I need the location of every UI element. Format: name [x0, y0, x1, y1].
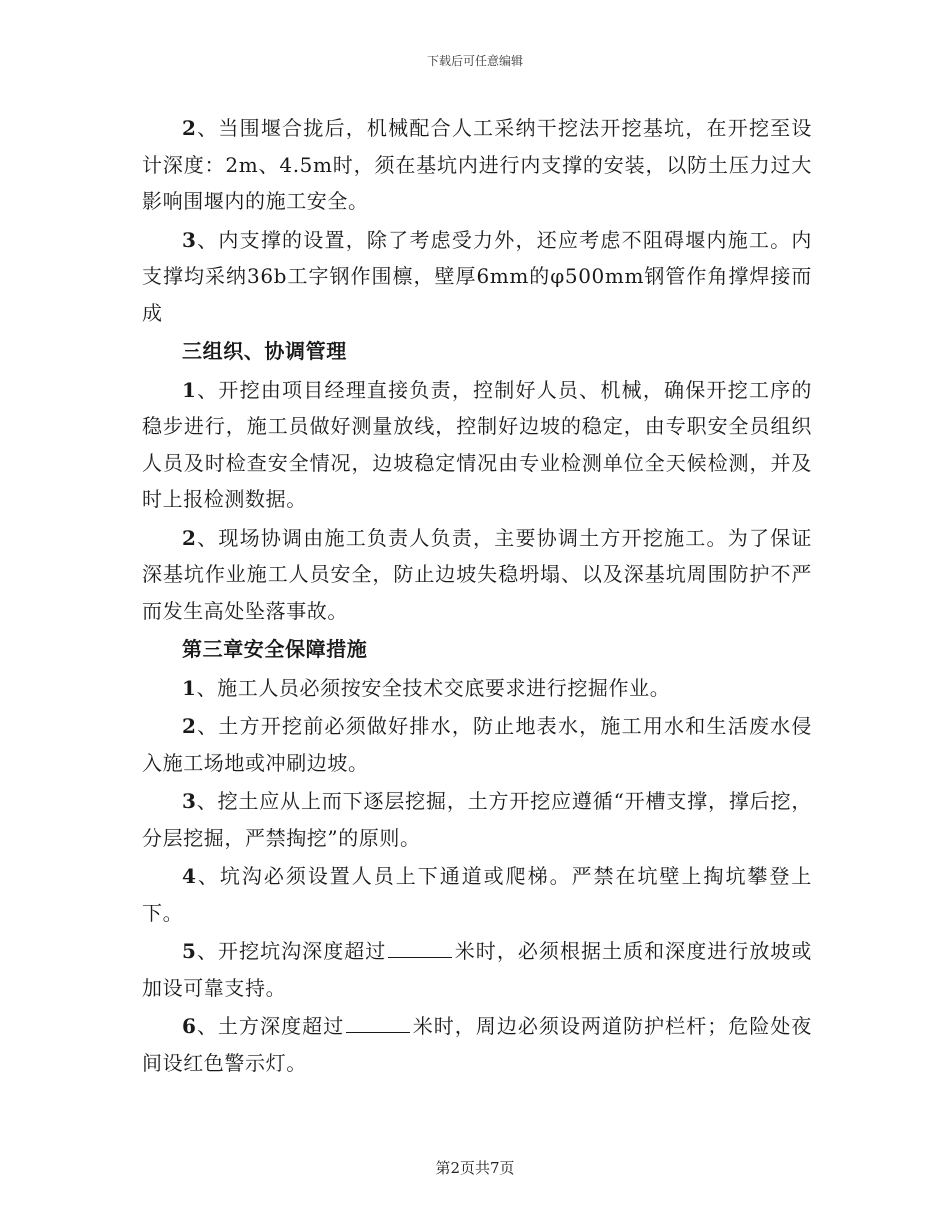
page-header: 下载后可任意编辑 — [426, 54, 523, 68]
fill-in-blank — [388, 939, 452, 958]
paragraph — [142, 222, 812, 332]
item-number: 2 — [182, 525, 197, 550]
paragraph-text: 、挖土应从上而下逐层挖掘，土方开挖应遵循“开槽支撑，撑后挖，分层挖掘，严禁掏挖”的原则。 — [142, 789, 812, 850]
paragraph — [142, 372, 812, 518]
paragraph — [142, 110, 812, 220]
paragraph — [142, 520, 812, 630]
chapter-heading: 第三章安全保障措施 — [182, 637, 368, 661]
paragraph-text-after: 米时，必须根据土质和深度进行放坡或加设可靠支持。 — [142, 939, 812, 1000]
paragraph — [142, 670, 812, 707]
paragraph-text: 、内支撑的设置，除了考虑受力外，还应考虑不阻碍堰内施工。内支撑均采纳36b工字钢作围檩，壁厚6mm的φ500mm钢管作角撑焊接而成 — [142, 227, 812, 325]
item-number: 2 — [182, 116, 197, 140]
item-number: 4 — [182, 864, 197, 888]
paragraph-text: 、现场协调由施工负责人负责，主要协调土方开挖施工。为了保证深基坑作业施工人员安全，防止边坡失稳坍塌、以及深基坑周围防护不严而发生高处坠落事故。 — [142, 525, 812, 623]
item-number: 3 — [182, 227, 197, 252]
item-number: 2 — [182, 714, 197, 738]
paragraph-text-before: 、开挖坑沟深度超过 — [196, 939, 387, 963]
item-number: 6 — [182, 1014, 197, 1038]
paragraph-text: 、当围堰合拢后，机械配合人工采纳干挖法开挖基坑，在开挖至设计深度：2m、4.5m时，须在基坑内进行内支撑的安装，以防土压力过大影响围堰内的施工安全。 — [142, 116, 812, 213]
item-number: 1 — [182, 377, 197, 402]
paragraph — [142, 858, 812, 931]
paragraph-text: 、开挖由项目经理直接负责，控制好人员、机械，确保开挖工序的稳步进行，施工员做好测量放线，控制好边坡的稳定，由专职安全员组织人员及时检查安全情况，边坡稳定情况由专业检测单位全天候检测，并及时上报检测数据。 — [142, 377, 812, 511]
item-number: 1 — [182, 675, 197, 700]
paragraph — [142, 1008, 812, 1081]
paragraph-text: 、坑沟必须设置人员上下通道或爬梯。严禁在坑壁上掏坑攀登上下。 — [142, 864, 812, 925]
fill-in-blank — [346, 1014, 410, 1033]
item-number: 5 — [182, 939, 197, 963]
paragraph — [142, 933, 812, 1006]
paragraph — [142, 783, 812, 856]
section-heading: 三组织、协调管理 — [182, 339, 347, 363]
paragraph — [142, 708, 812, 781]
paragraph-text: 、施工人员必须按安全技术交底要求进行挖掘作业。 — [196, 675, 671, 700]
page-footer: 第2页共7页 — [435, 1159, 515, 1177]
paragraph-text: 、土方开挖前必须做好排水，防止地表水，施工用水和生活废水侵入施工场地或冲刷边坡。 — [142, 714, 812, 775]
paragraph-text-before: 、土方深度超过 — [196, 1014, 345, 1038]
paragraph-text-after: 米时，周边必须设两道防护栏杆；危险处夜间设红色警示灯。 — [142, 1014, 812, 1075]
document-body — [142, 110, 812, 1081]
item-number: 3 — [182, 789, 197, 813]
